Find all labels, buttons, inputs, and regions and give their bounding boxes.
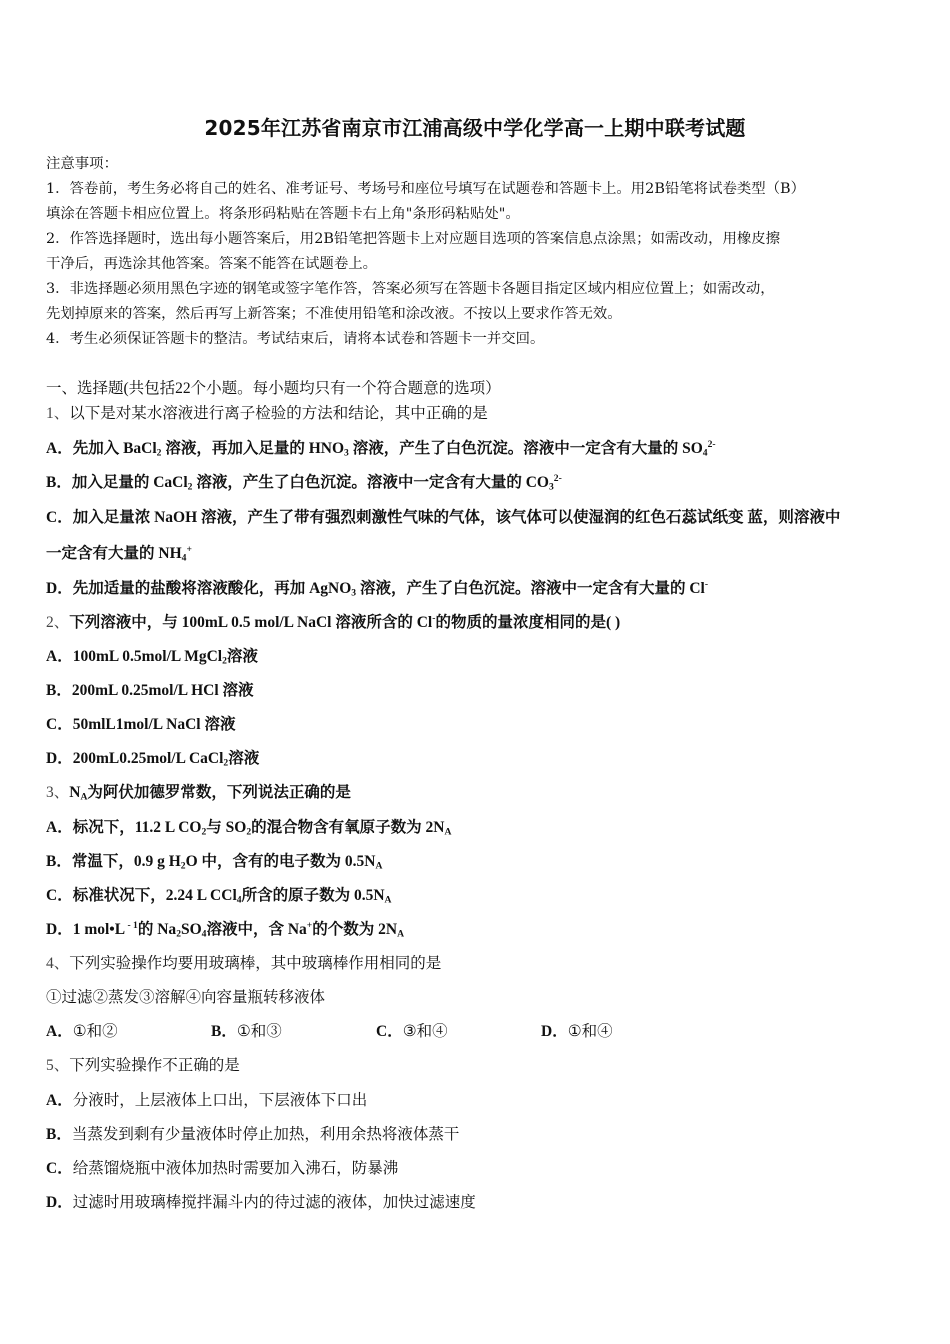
- subscript: 2: [223, 757, 229, 769]
- notice-line: 先划掉原来的答案，然后再写上新答案；不准使用铅笔和涂改液。不按以上要求作答无效。: [46, 306, 622, 322]
- superscript: -: [432, 613, 436, 625]
- superscript: +: [306, 920, 313, 932]
- option-label: B．: [46, 474, 72, 491]
- option-label: C．: [376, 1023, 403, 1040]
- option-label: A．: [46, 648, 73, 665]
- option-text: 200mL0.25mol/L CaCl: [72, 750, 224, 767]
- question-3-stem: [46, 780, 351, 802]
- option-text: 先加入 BaCl: [72, 440, 157, 457]
- question-text: 下列实验操作不正确的是: [69, 1057, 240, 1074]
- subscript: 2: [180, 860, 186, 872]
- question-3-option-c: [46, 883, 391, 905]
- subscript: 4: [236, 894, 242, 906]
- question-1-option-b: [46, 470, 562, 492]
- question-2-option-d: [46, 746, 259, 768]
- notice-line: 4．考生必须保证答题卡的整洁。考试结束后，请将本试卷和答题卡一并交回。: [46, 331, 545, 347]
- option-text: 标况下，11.2 L CO: [72, 819, 202, 836]
- question-4-option-d: [541, 1019, 706, 1041]
- page-title: 2025年江苏省南京市江浦高级中学化学高一上期中联考试题: [204, 116, 746, 140]
- option-text: 过滤时用玻璃棒搅拌漏斗内的待过滤的液体，加快过滤速度: [72, 1194, 476, 1211]
- superscript: -: [704, 579, 709, 591]
- option-label: D．: [46, 580, 73, 597]
- option-label: A．: [46, 1092, 73, 1109]
- option-label: A．: [46, 1023, 73, 1040]
- question-5-option-b: [46, 1122, 459, 1144]
- option-label: C．: [46, 716, 73, 733]
- question-1-option-d: [46, 576, 708, 598]
- notice-line: 2．作答选择题时，选出每小题答案后，用2B铅笔把答题卡上对应题目选项的答案信息点涂黑；如需改动，用橡皮擦: [46, 231, 781, 247]
- option-label: B．: [46, 682, 72, 699]
- question-3-option-a: [46, 815, 451, 837]
- notice-line: 1．答卷前，考生务必将自己的姓名、准考证号、考场号和座位号填写在试题卷和答题卡上。用2B铅笔将试卷类型（B）: [46, 181, 805, 197]
- option-text: 50mlL1mol/L NaCl 溶液: [72, 716, 236, 733]
- option-text: ①和④: [567, 1023, 613, 1040]
- question-1-option-c-cont: [46, 541, 192, 563]
- subscript: 2: [201, 826, 207, 838]
- question-3-option-d: [46, 917, 404, 939]
- option-text: SO: [180, 921, 202, 938]
- notice-line: 干净后，再选涂其他答案。答案不能答在试题卷上。: [46, 256, 377, 272]
- section-heading: 一、选择题(共包括22个小题。每小题均只有一个符合题意的选项）: [46, 380, 501, 397]
- notice-heading: 注意事项：: [46, 156, 118, 172]
- option-label: D．: [46, 921, 73, 938]
- subscript: A: [80, 791, 88, 803]
- option-text: 溶液: [228, 750, 260, 767]
- option-label: C．: [46, 1160, 73, 1177]
- question-text: 以下是对某水溶液进行离子检验的方法和结论，其中正确的是: [69, 405, 488, 422]
- question-4-options: [46, 1019, 706, 1041]
- question-2-option-a: [46, 644, 258, 666]
- subscript: 2: [187, 481, 193, 493]
- question-number: 4、: [46, 955, 70, 972]
- option-text: 溶液，产生了白色沉淀。溶液中一定含有大量的 SO: [348, 440, 703, 457]
- option-text: 的 Na: [137, 921, 177, 938]
- option-text: ③和④: [402, 1023, 448, 1040]
- option-text: 与 SO: [206, 819, 247, 836]
- question-number: 2、: [46, 614, 70, 631]
- subscript: A: [444, 826, 452, 838]
- notice-line: 3．非选择题必须用黑色字迹的钢笔或签字笔作答，答案必须写在答题卡各题目指定区域内相应位置上；如需改动，: [46, 281, 775, 297]
- question-2-option-b: [46, 678, 254, 700]
- question-4-option-c: [376, 1019, 541, 1041]
- question-2-option-c: [46, 712, 235, 734]
- subscript: 2: [222, 655, 227, 667]
- question-number: 5、: [46, 1057, 70, 1074]
- question-4-option-b: [211, 1019, 376, 1041]
- option-text: 先加适量的盐酸将溶液酸化，再加 AgNO: [72, 580, 352, 597]
- question-text: 下列实验操作均要用玻璃棒，其中玻璃棒作用相同的是: [69, 955, 442, 972]
- option-label: B．: [46, 853, 72, 870]
- option-text: 溶液，产生了白色沉淀。溶液中一定含有大量的 CO: [192, 474, 549, 491]
- question-4-option-a: [46, 1019, 211, 1041]
- option-text: 加入足量的 CaCl: [71, 474, 188, 491]
- question-3-option-b: [46, 849, 382, 871]
- question-1-option-c: [46, 505, 840, 527]
- question-1-option-a: [46, 436, 716, 458]
- superscript: 2-: [707, 439, 716, 451]
- option-text: 所含的原子数为 0.5N: [241, 887, 385, 904]
- option-label: D．: [46, 750, 73, 767]
- option-label: B．: [211, 1023, 237, 1040]
- option-text: 溶液，再加入足量的 HNO: [161, 440, 345, 457]
- option-text: ①和③: [236, 1023, 282, 1040]
- subscript: 3: [548, 481, 554, 493]
- question-4-substem: ①过滤②蒸发③溶解④向容量瓶转移液体: [46, 989, 326, 1006]
- superscript: - 1: [125, 920, 138, 932]
- question-text: 下列溶液中，与 100mL 0.5 mol/L NaCl 溶液所含的 Cl: [69, 614, 433, 631]
- question-text: 的物质的量浓度相同的是( ): [435, 614, 621, 631]
- superscript: 2-: [553, 473, 562, 485]
- question-5-option-c: [46, 1156, 398, 1178]
- subscript: 4: [702, 447, 708, 459]
- superscript: +: [186, 544, 192, 556]
- question-number: 1、: [46, 405, 70, 422]
- subscript: 4: [201, 928, 207, 940]
- option-label: D．: [46, 1194, 73, 1211]
- option-text: 溶液中，含 Na: [206, 921, 307, 938]
- question-4-stem: [46, 951, 441, 973]
- question-5-option-a: [46, 1088, 367, 1110]
- subscript: A: [397, 928, 405, 940]
- question-5-stem: [46, 1053, 240, 1075]
- notice-line: 填涂在答题卡相应位置上。将条形码粘贴在答题卡右上角"条形码粘贴处"。: [46, 206, 520, 222]
- option-text: 给蒸馏烧瓶中液体加热时需要加入沸石，防暴沸: [72, 1160, 399, 1177]
- option-text: 1 mol•L: [72, 921, 126, 938]
- subscript: 2: [246, 826, 252, 838]
- option-text: 一定含有大量的 NH: [46, 545, 182, 562]
- option-label: C．: [46, 509, 73, 526]
- option-text: 溶液: [226, 648, 258, 665]
- option-text: 溶液，产生了白色沉淀。溶液中一定含有大量的 Cl: [356, 580, 705, 597]
- option-label: A．: [46, 440, 73, 457]
- subscript: A: [384, 894, 392, 906]
- subscript: 2: [176, 928, 181, 940]
- option-text: 当蒸发到剩有少量液体时停止加热，利用余热将液体蒸干: [71, 1126, 460, 1143]
- option-text: 的混合物含有氧原子数为 2N: [251, 819, 445, 836]
- subscript: A: [375, 860, 383, 872]
- option-label: A．: [46, 819, 73, 836]
- option-text: 200mL 0.25mol/L HCl 溶液: [71, 682, 254, 699]
- option-text: ①和②: [72, 1023, 118, 1040]
- option-text: 常温下，0.9 g H: [71, 853, 181, 870]
- question-number: 3、: [46, 784, 70, 801]
- option-text: 100mL 0.5mol/L MgCl: [72, 648, 223, 665]
- subscript: 4: [181, 552, 187, 564]
- option-text: 加入足量浓 NaOH 溶液，产生了带有强烈刺激性气味的气体，该气体可以使湿润的红色石蕊试纸变 蓝，则溶液中: [72, 509, 841, 526]
- option-label: C．: [46, 887, 73, 904]
- option-text: 的个数为 2N: [312, 921, 398, 938]
- option-text: 分液时，上层液体上口出，下层液体下口出: [72, 1092, 368, 1109]
- subscript: 3: [351, 587, 357, 599]
- option-text: 标准状况下，2.24 L CCl: [72, 887, 237, 904]
- question-1-stem: [46, 401, 488, 423]
- question-2-stem: [46, 610, 620, 632]
- question-text: N: [69, 784, 81, 801]
- subscript: 3: [344, 447, 349, 459]
- option-text: O 中，含有的电子数为 0.5N: [185, 853, 376, 870]
- question-5-option-d: [46, 1190, 476, 1212]
- subscript: 2: [156, 447, 162, 459]
- option-label: B．: [46, 1126, 72, 1143]
- question-text: 为阿伏加德罗常数，下列说法正确的是: [87, 784, 351, 801]
- option-label: D．: [541, 1023, 568, 1040]
